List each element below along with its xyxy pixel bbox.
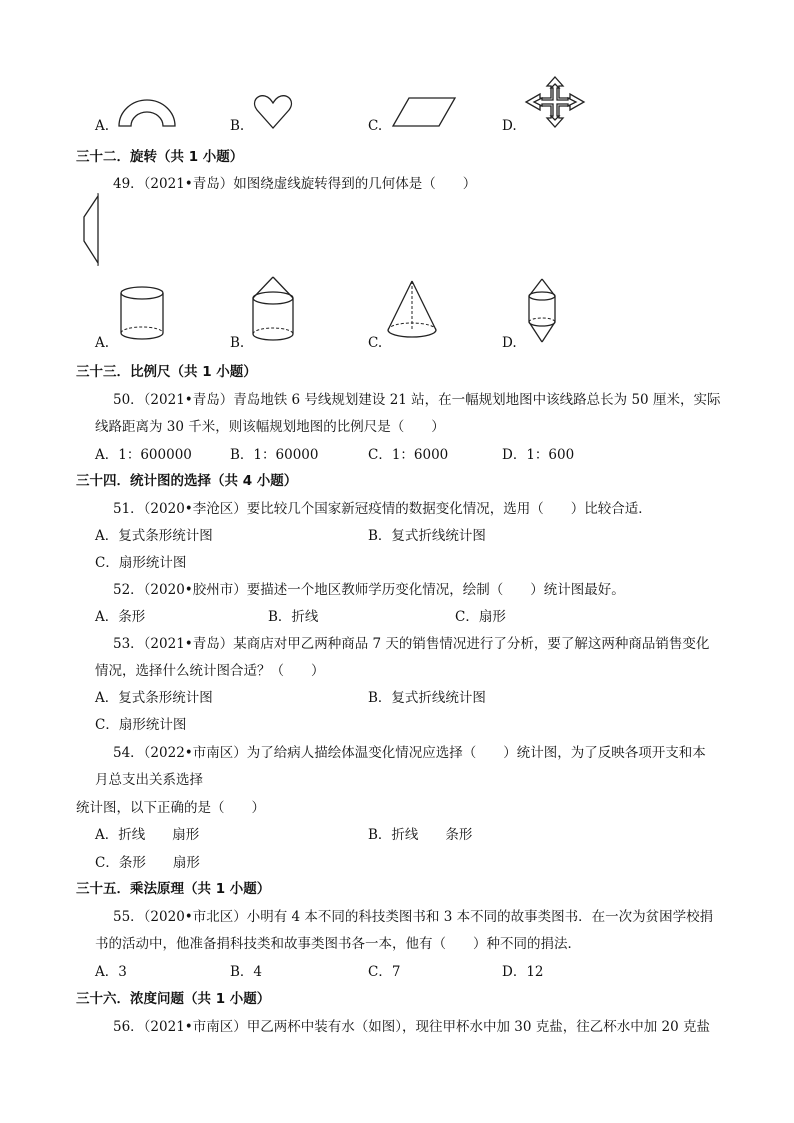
q49-option-d-label[interactable]: D.	[502, 335, 517, 351]
q52-option-a[interactable]: A．条形	[95, 609, 146, 625]
q55-option-c[interactable]: C．7	[368, 964, 401, 980]
q53-option-a[interactable]: A．复式条形统计图	[95, 690, 213, 706]
q54-line1: 54．（2022•市南区）为了给病人描绘体温变化情况应选择（ ）统计图，为了反映各项开支和本	[113, 745, 706, 761]
cone-icon	[386, 280, 438, 342]
heart-shape-icon	[253, 94, 293, 130]
q54-option-b[interactable]: B．折线 条形	[368, 827, 473, 843]
q53-option-c[interactable]: C．扇形统计图	[95, 717, 187, 733]
q55-option-d[interactable]: D．12	[502, 964, 544, 980]
q49-option-a-label[interactable]: A.	[95, 335, 110, 351]
q54-line3: 统计图，以下正确的是（ ）	[76, 800, 265, 816]
q49-option-b-label[interactable]: B.	[230, 335, 245, 351]
section-heading-multiplication-principle: 三十五．乘法原理（共 1 小题）	[76, 881, 271, 897]
q51-option-a[interactable]: A．复式条形统计图	[95, 528, 213, 544]
q54-line2: 月总支出关系选择	[95, 772, 203, 788]
q53-option-b[interactable]: B．复式折线统计图	[368, 690, 486, 706]
q49-stem: 49．（2021•青岛）如图绕虚线旋转得到的几何体是（ ）	[113, 176, 477, 192]
q52-option-b[interactable]: B．折线	[268, 609, 319, 625]
cylinder-icon	[119, 286, 165, 342]
q50-line2: 线路距离为 30 千米，则该幅规划地图的比例尺是（ ）	[95, 419, 445, 435]
q54-option-a[interactable]: A．折线 扇形	[95, 827, 200, 843]
cone-on-cylinder-icon	[251, 276, 295, 344]
arch-shape-icon	[117, 96, 177, 130]
q51-option-b[interactable]: B．复式折线统计图	[368, 528, 486, 544]
q55-line1: 55．（2020•市北区）小明有 4 本不同的科技类图书和 3 本不同的故事类图书．在一次为贫困学校捐	[113, 909, 714, 925]
q48-option-d-label[interactable]: D.	[502, 118, 517, 134]
q49-option-c-label[interactable]: C.	[368, 335, 383, 351]
q55-line2: 书的活动中，他准备捐科技类和故事类图书各一本，他有（ ）种不同的捐法．	[95, 936, 581, 952]
double-cone-cylinder-icon	[526, 278, 558, 344]
q50-option-a[interactable]: A．1：600000	[95, 447, 192, 463]
q53-line2: 情况，选择什么统计图合适？（ ）	[95, 663, 325, 679]
q50-option-d[interactable]: D．1：600	[502, 447, 575, 463]
q54-option-c[interactable]: C．条形 扇形	[95, 855, 200, 871]
q56-line1: 56．（2021•市南区）甲乙两杯中装有水（如图），现往甲杯水中加 30 克盐，往乙杯水中加 20 克盐	[113, 1019, 711, 1035]
section-heading-rotation: 三十二．旋转（共 1 小题）	[76, 149, 244, 165]
q50-option-c[interactable]: C．1：6000	[368, 447, 449, 463]
q55-option-a[interactable]: A．3	[95, 964, 127, 980]
q48-option-c-label[interactable]: C.	[368, 118, 383, 134]
section-heading-chart-choice: 三十四．统计图的选择（共 4 小题）	[76, 473, 298, 489]
q53-line1: 53．（2021•青岛）某商店对甲乙两种商品 7 天的销售情况进行了分析，要了解这两种商品销售变化	[113, 636, 710, 652]
trapezoid-rotation-figure-icon	[82, 193, 102, 267]
q51-option-c[interactable]: C．扇形统计图	[95, 555, 187, 571]
q48-option-a-label[interactable]: A.	[95, 118, 110, 134]
q52-option-c[interactable]: C．扇形	[455, 609, 506, 625]
section-heading-scale: 三十三．比例尺（共 1 小题）	[76, 364, 257, 380]
q48-option-b-label[interactable]: B.	[230, 118, 245, 134]
q50-line1: 50．（2021•青岛）青岛地铁 6 号线规划建设 21 站，在一幅规划地图中该线路总长为 50 厘米，实际	[113, 392, 721, 408]
q52-stem: 52．（2020•胶州市）要描述一个地区教师学历变化情况，绘制（ ）统计图最好。	[113, 582, 625, 598]
q50-option-b[interactable]: B．1：60000	[230, 447, 319, 463]
four-arrow-cross-icon	[524, 76, 586, 128]
q55-option-b[interactable]: B．4	[230, 964, 263, 980]
section-heading-concentration: 三十六．浓度问题（共 1 小题）	[76, 991, 271, 1007]
parallelogram-shape-icon	[393, 96, 457, 128]
q51-stem: 51．（2020•李沧区）要比较几个国家新冠疫情的数据变化情况，选用（ ）比较合适．	[113, 501, 652, 517]
